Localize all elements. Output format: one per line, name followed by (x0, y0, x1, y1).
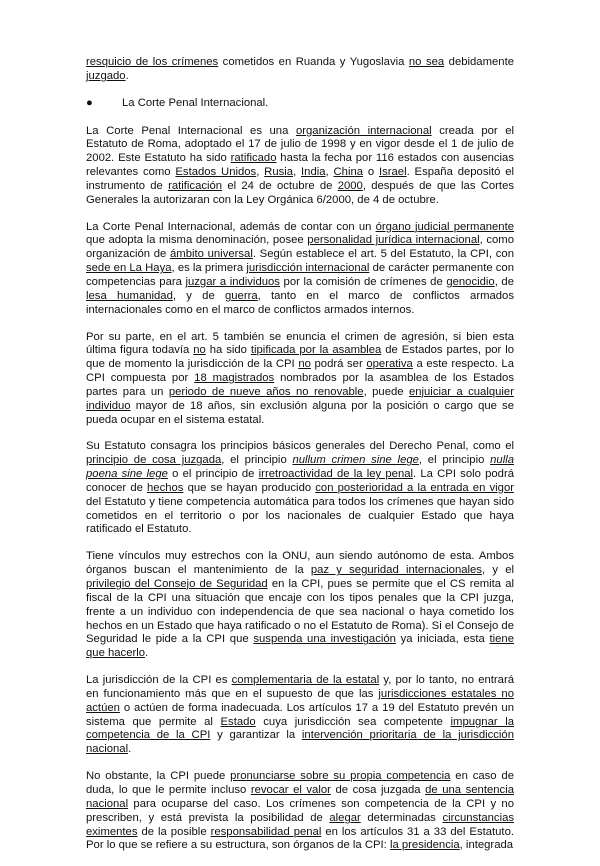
bullet-icon: ● (86, 96, 93, 109)
underlined-term: sede en La Haya (86, 262, 172, 275)
underlined-term: lesa humanidad (86, 289, 173, 302)
underlined-term: de una sentencia nacional (86, 783, 514, 810)
underlined-term: personalidad jurídica internacional (307, 234, 480, 247)
underlined-term: 18 magistrados (194, 372, 275, 385)
underlined-term: irretroactividad de la ley penal (258, 468, 414, 481)
underlined-term: 2000 (337, 179, 363, 192)
underlined-term: tipificada por la asamblea (250, 344, 382, 357)
underlined-term: jurisdicciones estatales no actúen (86, 687, 514, 714)
underlined-term: no (298, 358, 311, 371)
underlined-term: juzgar a individuos (185, 275, 280, 288)
underlined-term: circunstancias eximentes (86, 811, 515, 838)
underlined-term: Israel (378, 166, 407, 179)
underlined-term: China (333, 166, 364, 179)
underlined-term (292, 454, 418, 466)
underlined-term: tiene que hacerlo (86, 633, 514, 660)
paragraph-continuation: resquicio de los crímenes cometidos en Ruanda y Yugoslavia no sea debidamente juzgado. (86, 56, 514, 82)
section-heading (86, 97, 514, 111)
underlined-term: India (301, 166, 326, 179)
underlined-term: no sea (408, 56, 445, 68)
underlined-term: operativa (366, 358, 413, 371)
underlined-term: complementaria de la estatal (231, 674, 380, 687)
underlined-term: alegar (329, 811, 361, 824)
underlined-term: jurisdicción internacional (246, 262, 370, 275)
latin-maxim: nullum crimen sine lege (292, 454, 419, 467)
underlined-term: guerra (224, 289, 258, 302)
underlined-term: genocidio (446, 275, 495, 288)
underlined-term: resquicio de los crímenes (86, 56, 219, 68)
latin-maxim: nulla poena sine lege (86, 454, 514, 481)
underlined-term: la presidencia (389, 839, 460, 852)
underlined-term: Rusia (264, 166, 294, 179)
underlined-term: principio de cosa juzgada (86, 454, 222, 467)
underlined-term: Estados Unidos (175, 166, 257, 179)
underlined-term: paz y seguridad internacionales (310, 564, 482, 577)
underlined-term: intervención prioritaria de la jurisdicción nacional (86, 729, 515, 756)
paragraph-3: Por su parte, en el art. 5 también se enuncia el crimen de agresión, si bien esta última figura todavía no ha sido tipificada por la asamblea de Estados partes, por lo que de momento la jurisdicción de la CPI no podrá ser operativa a este respecto. La CPI compuesta por 18 magistrados nombrados por la asamblea de los Estados partes para un periodo de nueve años no renovable, puede enjuiciar a cualquier individuo mayor de 18 años, sin exclusión alguna por la posición o cargo que se pueda ocupar en el sistema estatal. (86, 330, 515, 426)
underlined-term: suspenda una investigación (253, 633, 396, 646)
underlined-term: revocar el valor (250, 783, 331, 796)
underlined-term: ratificación (168, 179, 223, 192)
underlined-term: hechos (147, 481, 184, 494)
paragraph-4: Su Estatuto consagra los principios básicos generales del Derecho Penal, como el principio de cosa juzgada, el principio nullum crimen sine lege, el principio nulla poena sine lege o el principio de irretroactividad de la ley penal. La CPI solo podrá conocer de hechos que se hayan producido con posterioridad a la entrada en vigor del Estatuto y tiene competencia automática para todos los crímenes que hayan sido cometidos en el territorio o por los nacionales de cualquier Estado que haya ratificado el Estatuto. (86, 440, 515, 536)
paragraph-5: Tiene vínculos muy estrechos con la ONU, aun siendo autónomo de esta. Ambos órganos buscan el mantenimiento de la paz y seguridad internacionales, y el privilegio del Consejo de Seguridad en la CPI, pues se permite que el CS remita al fiscal de la CPI una situación que encaje con los tipos penales que la CPI juzga, frente a un individuo con independencia de que sea nacional o haya cometido los hechos en un Estado que haya ratificado o no el Estatuto de Roma). Si el Consejo de Seguridad le pide a la CPI que suspenda una investigación ya iniciada, esta tiene que hacerlo. (86, 550, 515, 660)
underlined-term: enjuiciar a cualquier individuo (86, 385, 514, 412)
paragraph-6: La jurisdicción de la CPI es complementaria de la estatal y, por lo tanto, no entrará en funcionamiento más que en el supuesto de que las jurisdicciones estatales no actúen o actúen de forma inadecuada. Los artículos 17 a 19 del Estatuto prevén un sistema que permite al Estado cuya jurisdicción sea competente impugnar la competencia de la CPI y garantizar la intervención prioritaria de la jurisdicción nacional. (86, 674, 515, 756)
underlined-term: periodo de nueve años no renovable (168, 385, 364, 398)
underlined-term: organización internacional (295, 124, 432, 137)
underlined-term: con posterioridad a la entrada en vigor (315, 481, 514, 494)
underlined-term: pronunciarse sobre su propia competencia (230, 770, 451, 783)
section-heading-text: La Corte Penal Internacional. (122, 96, 269, 109)
underlined-term: responsabilidad penal (210, 825, 322, 838)
underlined-term: ratificado (230, 152, 277, 165)
underlined-term: no (193, 344, 206, 357)
underlined-term: órgano judicial permanente (375, 220, 515, 233)
underlined-term: Estado (220, 715, 256, 728)
paragraph-1: La Corte Penal Internacional es una organización internacional creada por el Estatuto de Roma, adoptado el 17 de julio de 1998 y en vigor desde el 1 de julio de 2002. Este Estatuto ha sido ratificado hasta la fecha por 116 estados con ausencias relevantes como Estados Unidos, Rusia, India, China o Israel. España depositó el instrumento de ratificación el 24 de octubre de 2000, después de que las Cortes Generales la autorizaran con la Ley Orgánica 6/2000, de 4 de octubre. (86, 124, 515, 206)
paragraph-2: La Corte Penal Internacional, además de contar con un órgano judicial permanente que adopta la misma denominación, posee personalidad jurídica internacional, como organización de ámbito universal. Según establece el art. 5 del Estatuto, la CPI, con sede en La Haya, es la primera jurisdicción internacional de carácter permanente con competencias para juzgar a individuos por la comisión de crímenes de genocidio, de lesa humanidad, y de guerra, tanto en el marco de conflictos armados internacionales como en el marco de conflictos armados internos. (86, 220, 515, 316)
underlined-term: ámbito universal (170, 248, 253, 261)
underlined-term: privilegio del Consejo de Seguridad (86, 578, 268, 590)
document-body (86, 56, 514, 866)
underlined-term: impugnar la competencia de la CPI (86, 715, 514, 742)
underlined-term: juzgado (86, 69, 126, 82)
paragraph-7: No obstante, la CPI puede pronunciarse sobre su propia competencia en caso de duda, lo que le permite incluso revocar el valor de cosa juzgada de una sentencia nacional para ocuparse del caso. Los crímenes son competencia de la CPI y no prescriben, y está prevista la posibilidad de alegar determinadas circunstancias eximentes de la posible responsabilidad penal en los artículos 31 a 33 del Estatuto. Por lo que se refiere a su estructura, son órganos de la CPI: la presidencia, integrada (86, 770, 515, 852)
